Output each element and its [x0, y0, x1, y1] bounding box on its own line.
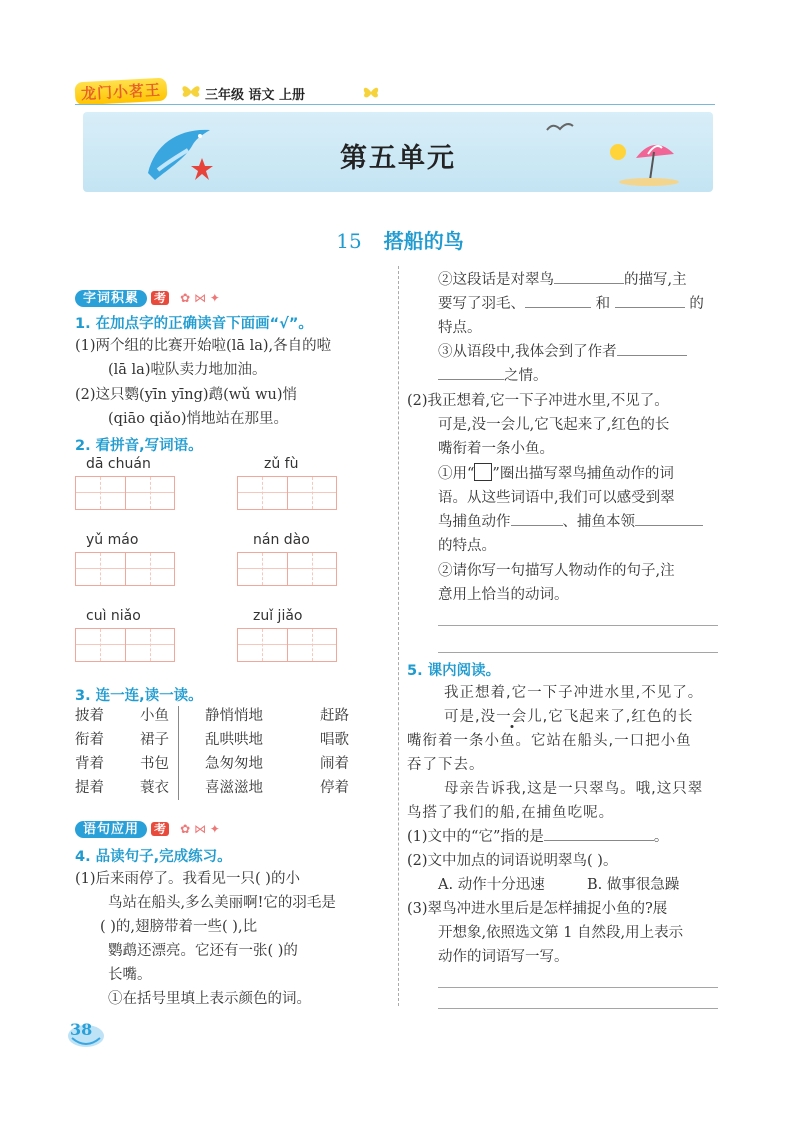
q4-sub-question: ①在括号里填上表示颜色的词。	[108, 991, 311, 1007]
answer-blank[interactable]	[554, 269, 624, 284]
text: 、捕鱼本领	[562, 514, 635, 530]
reading-line: 鸟搭了我们的船,在捕鱼吃呢。	[407, 805, 615, 821]
pinyin-label: zǔ fù	[264, 456, 299, 472]
section-sentence-header	[75, 818, 220, 837]
q4-sub-question	[438, 364, 548, 388]
match-item[interactable]: 闹着	[320, 756, 349, 772]
answer-line[interactable]	[438, 1008, 718, 1009]
answer-blank[interactable]	[617, 341, 687, 356]
q4-passage-line: 可是,没一会儿,它飞起来了,红色的长	[438, 417, 670, 433]
match-col-2[interactable]	[140, 704, 180, 800]
answer-blank[interactable]	[438, 365, 504, 380]
q1-line: (qiāo qiǎo)悄地站在那里。	[108, 411, 289, 427]
q4-sub-question	[438, 510, 703, 534]
match-item[interactable]: 提着	[75, 780, 104, 796]
text: 之情。	[504, 368, 548, 384]
text: 的描写,主	[624, 272, 687, 288]
q4-title: 4. 品读句子,完成练习。	[75, 849, 232, 865]
q4-sub-question: 语。从这些词语中,我们可以感受到翠	[438, 490, 675, 506]
kao-badge: 考	[151, 822, 169, 836]
q4-passage-line: (2)我正想着,它一下子冲进水里,不见了。	[407, 393, 669, 409]
match-item[interactable]: 喜滋滋地	[205, 780, 263, 796]
reading-line: 母亲告诉我,这是一只翠鸟。哦,这只翠	[444, 781, 704, 797]
circle-mark-box	[474, 463, 492, 481]
q5-question: (3)翠鸟冲进水里后是怎样捕捉小鱼的?展	[407, 901, 668, 917]
q4-passage-line: ( )的,翅膀带着一些( ),比	[100, 919, 258, 935]
writing-grid[interactable]	[75, 476, 175, 510]
beach-umbrella-icon	[604, 132, 684, 187]
text: ③从语段中,我体会到了作者	[438, 344, 617, 360]
q2-title: 2. 看拼音,写词语。	[75, 438, 203, 454]
decoration-icon: ✿ ⋈ ✦	[180, 291, 220, 305]
option-a[interactable]: A. 动作十分迅速	[438, 877, 545, 893]
q1-line: (2)这只鹦(yīn yīng)鹉(wǔ wu)悄	[75, 387, 298, 403]
match-col-1[interactable]	[75, 704, 135, 800]
column-divider	[398, 266, 399, 1006]
text: (1)文中的“它”指的是	[407, 829, 544, 845]
q1-line: (1)两个组的比赛开始啦(lā la),各自的啦	[75, 338, 332, 354]
match-item[interactable]: 蓑衣	[140, 780, 169, 796]
lesson-title	[0, 225, 800, 254]
q4-sub-question	[438, 340, 687, 364]
section-tag: 字词积累	[75, 290, 147, 307]
unit-title: 第五单元	[340, 143, 456, 174]
match-item[interactable]: 静悄悄地	[205, 708, 263, 724]
lesson-number: 15	[336, 229, 362, 253]
q4-passage-line: 鹦鹉还漂亮。它还有一张( )的	[108, 943, 298, 959]
q1-line: (lā la)啦队卖力地加油。	[108, 362, 267, 378]
answer-blank[interactable]	[544, 826, 654, 841]
q3-title: 3. 连一连,读一读。	[75, 688, 203, 704]
match-item[interactable]: 停着	[320, 780, 349, 796]
pinyin-label: yǔ máo	[86, 532, 139, 548]
match-col-4[interactable]	[320, 704, 360, 800]
q5-title: 5. 课内阅读。	[407, 663, 501, 679]
writing-grid[interactable]	[75, 552, 175, 586]
text: ”圈出描写翠鸟捕鱼动作的词	[492, 466, 674, 482]
kao-badge: 考	[151, 291, 169, 305]
writing-grid[interactable]	[237, 476, 337, 510]
q5-question: (2)文中加点的词语说明翠鸟( )。	[407, 853, 618, 869]
page-number: 38	[70, 1020, 93, 1039]
writing-grid[interactable]	[237, 628, 337, 662]
section-vocab-header	[75, 287, 220, 306]
reading-line: 我正想着,它一下子冲进水里,不见了。	[444, 685, 704, 701]
q5-question: (1)文中的“它”指的是 。	[407, 825, 668, 849]
match-item[interactable]: 书包	[140, 756, 169, 772]
pinyin-label: dā chuán	[86, 456, 151, 472]
match-item[interactable]: 披着	[75, 708, 104, 724]
q4-passage-line: 鸟站在船头,多么美丽啊!它的羽毛是	[108, 895, 336, 911]
match-item[interactable]: 急匆匆地	[205, 756, 263, 772]
q4-passage-line: 长嘴。	[108, 967, 152, 983]
q4-passage-line: 嘴衔着一条小鱼。	[438, 441, 554, 457]
q4-sub-question: 特点。	[438, 320, 482, 336]
answer-blank[interactable]	[511, 511, 563, 526]
match-item[interactable]: 唱歌	[320, 732, 349, 748]
answer-line[interactable]	[438, 652, 718, 653]
reading-line	[444, 705, 693, 729]
answer-blank[interactable]	[525, 293, 591, 308]
match-item[interactable]: 小鱼	[140, 708, 169, 724]
text: 鸟捕鱼动作	[438, 514, 511, 530]
brand-logo: 龙门小茗王	[74, 78, 167, 106]
lesson-name: 搭船的鸟	[383, 229, 464, 253]
text: 和	[595, 296, 611, 312]
q4-sub-question: 意用上恰当的动词。	[438, 587, 569, 603]
q4-sub-question	[438, 268, 687, 292]
answer-blank[interactable]	[615, 293, 685, 308]
q5-question: 开想象,依照选文第 1 自然段,用上表示	[438, 925, 684, 941]
q1-title: 1. 在加点字的正确读音下面画“√”。	[75, 316, 313, 332]
text: ①用“	[438, 466, 475, 482]
reading-line: 吞了下去。	[407, 757, 485, 773]
grade-label: 三年级 语文 上册	[205, 88, 306, 103]
q4-sub-question: 的特点。	[438, 538, 496, 554]
match-item[interactable]: 衔着	[75, 732, 104, 748]
section-tag: 语句应用	[75, 821, 147, 838]
option-b[interactable]: B. 做事很急躁	[587, 877, 680, 893]
answer-blank[interactable]	[635, 511, 703, 526]
text: ,它飞起来了,红色的长	[542, 709, 694, 725]
q5-question: 动作的词语写一写。	[438, 949, 569, 965]
answer-line[interactable]	[438, 625, 718, 626]
pinyin-label: nán dào	[253, 532, 310, 548]
writing-grid[interactable]	[75, 628, 175, 662]
text: ②这段话是对翠鸟	[438, 272, 554, 288]
match-item[interactable]: 乱哄哄地	[205, 732, 263, 748]
text: 可是,	[444, 709, 481, 725]
seagull-icon	[545, 118, 575, 138]
dotted-phrase: 没一会儿	[480, 709, 543, 725]
butterfly-icon	[362, 84, 380, 100]
answer-line[interactable]	[438, 987, 718, 988]
q4-sub-question	[438, 292, 704, 316]
pinyin-label: cuì niǎo	[86, 608, 141, 624]
reading-line: 嘴衔着一条小鱼。它站在船头,一口把小鱼	[407, 733, 692, 749]
text: 的	[689, 296, 704, 312]
header-divider	[75, 104, 715, 105]
match-item[interactable]: 背着	[75, 756, 104, 772]
match-col-3[interactable]	[205, 704, 285, 800]
q4-sub-question	[438, 462, 674, 486]
q4-sub-question: ②请你写一句描写人物动作的句子,注	[438, 563, 675, 579]
match-item[interactable]: 赶路	[320, 708, 349, 724]
decoration-icon: ✿ ⋈ ✦	[180, 822, 220, 836]
writing-grid[interactable]	[237, 552, 337, 586]
match-item[interactable]: 裙子	[140, 732, 169, 748]
butterfly-icon	[180, 82, 202, 100]
pinyin-label: zuǐ jiǎo	[253, 608, 303, 624]
text: 要写了羽毛、	[438, 296, 525, 312]
q4-passage-line: (1)后来雨停了。我看见一只( )的小	[75, 871, 300, 887]
